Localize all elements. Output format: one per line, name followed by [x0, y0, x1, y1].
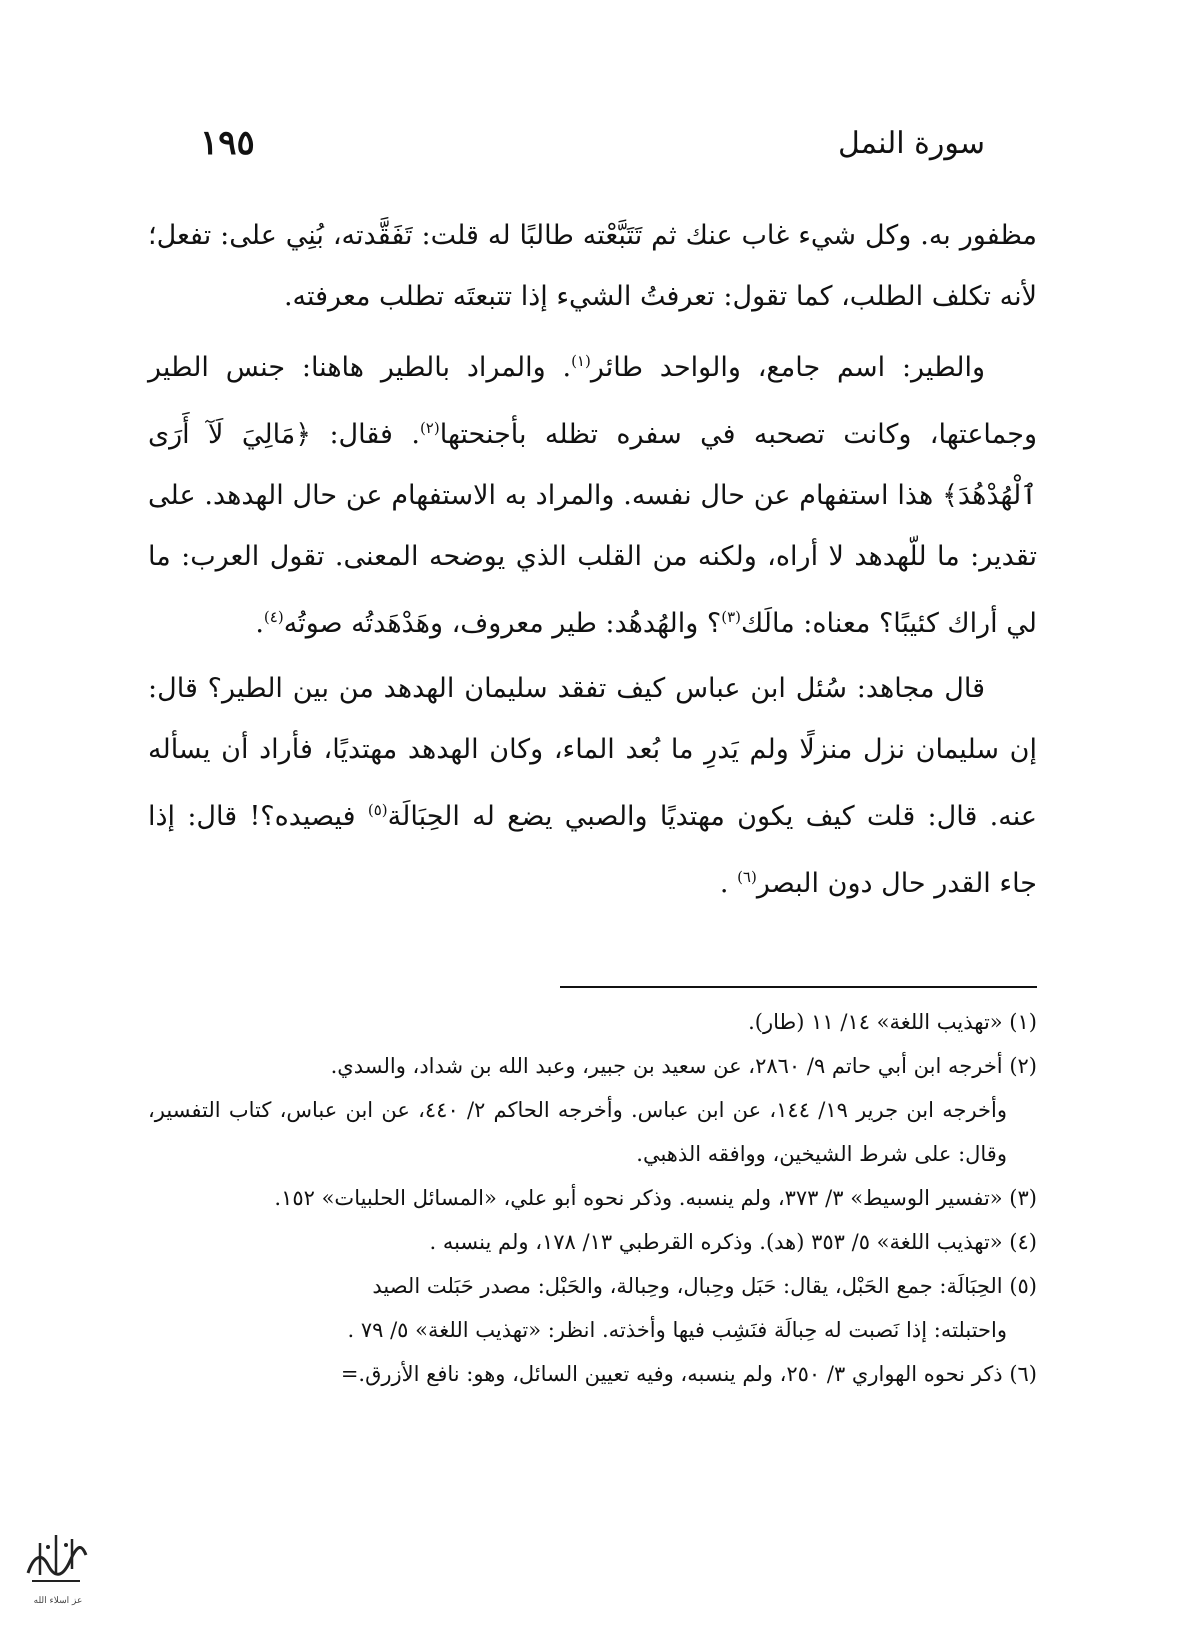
footnote-2: (٢) أخرجه ابن أبي حاتم ٩/ ٢٨٦٠، عن سعيد بن جبير، وعبد الله بن شداد، والسدي. [330, 1054, 1037, 1078]
paragraph-3 [148, 658, 1037, 914]
page-header [200, 118, 985, 168]
text-run: . [255, 608, 264, 639]
text-run: . [719, 868, 738, 899]
text-run: ؟ والهُدهُد: طير معروف، وهَدْهَدتُه صوتُه [283, 608, 722, 639]
surah-title: سورة النمل [838, 125, 985, 161]
footnote-2-continued: وأخرجه ابن جرير ١٩/ ١٤٤، عن ابن عباس. وأخرجه الحاكم ٢/ ٤٤٠، عن ابن عباس، كتاب التفسير، وقال: على شرط الشيخين، ووافقه الذهبي. [148, 1098, 1007, 1166]
page-number: ١٩٥ [200, 123, 255, 163]
footnote-ref-5: (٥) [367, 801, 388, 819]
footnote-5-continued: واحتبلته: إذا نَصبت له حِبالَة فنَشِب فيها وأخذته. انظر: «تهذيب اللغة» ٥/ ٧٩ . [347, 1318, 1007, 1342]
footnote-6: (٦) ذكر نحوه الهواري ٣/ ٢٥٠، ولم ينسبه، وفيه تعيين السائل، وهو: نافع الأزرق.= [340, 1362, 1037, 1386]
footnote-3: (٣) «تفسير الوسيط» ٣/ ٣٧٣، ولم ينسبه. وذكر نحوه أبو علي، «المسائل الحلبيات» ١٥٢. [274, 1186, 1037, 1210]
footnote-1: (١) «تهذيب اللغة» ١٤/ ١١ (طار). [748, 1010, 1037, 1034]
text-run: . والمراد بالطير هاهنا: جنس الطير وجماعتها، وكانت تصحبه في سفره تظله بأجنحتها [148, 352, 1037, 450]
main-text [148, 205, 1037, 914]
footnote-ref-1: (١) [571, 352, 591, 370]
footnote-ref-4: (٤) [263, 608, 284, 626]
paragraph-1: مظفور به. وكل شيء غاب عنك ثم تَتَبَّعْته طالبًا له قلت: تَفَقَّدته، بُنِي على: تفعل؛ لأنه تكلف الطلب، كما تقول: تعرفتُ الشيء إذا تتبعتَه تطلب معرفته. [148, 220, 1037, 312]
calligraphy-logo-icon [22, 1525, 90, 1593]
footnote-5: (٥) الحِبَالَة: جمع الحَبْل، يقال: حَبَل وحِبال، وحِبالة، والحَبْل: مصدر حَبَلت الصيد [372, 1274, 1037, 1298]
text-run: قال مجاهد: سُئل ابن عباس كيف تفقد سليمان الهدهد من بين الطير؟ قال: إن سليمان نزل منزلًا ولم يَدرِ ما بُعد الماء، وكان الهدهد مهتديًا، فأراد أن يسأله عنه. قال: قلت كيف يكون مهتديًا والصبي يضع له الحِبَالَة [148, 673, 1037, 832]
paragraph-2 [148, 331, 1037, 654]
footnotes [148, 1000, 1037, 1396]
footnote-ref-3: (٣) [721, 608, 741, 626]
text-run: فيصيده؟! قال: إذا جاء القدر حال دون البصر [148, 801, 1037, 899]
footnote-ref-6: (٦) [737, 868, 757, 886]
footnote-separator [560, 986, 1037, 988]
footnote-4: (٤) «تهذيب اللغة» ٥/ ٣٥٣ (هد). وذكره القرطبي ١٣/ ١٧٨، ولم ينسبه . [429, 1230, 1037, 1254]
logo-subtext: عز اسلاء الله [33, 1596, 83, 1606]
text-run: والطير: اسم جامع، والواحد طائر [590, 352, 985, 383]
footnote-ref-2: (٢) [419, 419, 440, 437]
text-run: . فقال: ﴿مَالِيَ لَآ أَرَى ٱلْهُدْهُدَ﴾ هذا استفهام عن حال نفسه. والمراد به الاستفهام عن حال الهدهد. على تقدير: ما للّهدهد لا أراه، ولكنه من القلب الذي يوضحه المعنى. تقول العرب: ما لي أراك كئيبًا؟ معناه: مالَك [148, 419, 1037, 639]
